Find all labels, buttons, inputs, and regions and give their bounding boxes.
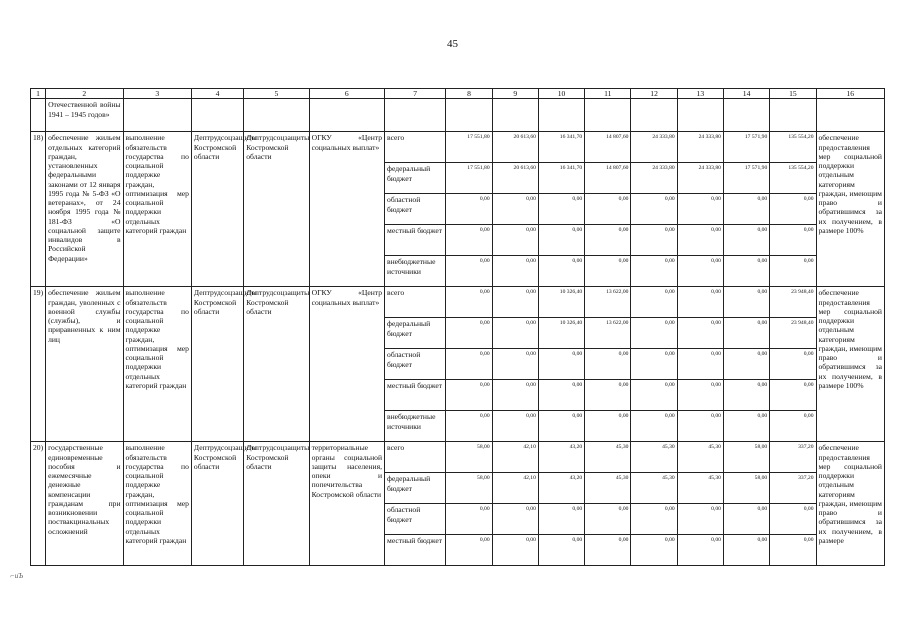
measure-name: государственные единовременные пособия и ежемесячные денежные компенсации гражданам при возникновении поствакцинальных осложнений — [46, 442, 123, 566]
amount-cell: 0,00 — [677, 256, 723, 287]
amount-cell: 58,00 — [723, 473, 769, 504]
amount-cell: 0,00 — [446, 287, 492, 318]
amount-cell: 0,00 — [723, 380, 769, 411]
amount-cell: 0,00 — [677, 349, 723, 380]
participant: ОГКУ «Центр социальных выплат» — [309, 132, 384, 287]
amount-cell: 0,00 — [677, 504, 723, 535]
amount-cell: 45,30 — [585, 473, 631, 504]
funding-source: всего — [385, 132, 446, 163]
amount-cell: 0,00 — [631, 225, 677, 256]
amount-cell: 0,00 — [723, 194, 769, 225]
amount-cell: 17 571,90 — [723, 132, 769, 163]
amount-cell: 0,00 — [446, 504, 492, 535]
amount-cell: 0,00 — [723, 535, 769, 566]
amount-cell: 0,00 — [677, 411, 723, 442]
amount-cell: 0,00 — [770, 256, 816, 287]
corner-mark: ⌐иЪ — [10, 572, 23, 580]
funding-source: областной бюджет — [385, 349, 446, 380]
page-number: 45 — [447, 38, 458, 50]
amount-cell: 0,00 — [492, 225, 538, 256]
funding-source: местный бюджет — [385, 225, 446, 256]
amount-cell: 0,00 — [585, 535, 631, 566]
amount-cell: 0,00 — [723, 504, 769, 535]
amount-cell: 0,00 — [723, 225, 769, 256]
amount-cell: 0,00 — [631, 349, 677, 380]
continuation-row — [31, 99, 885, 132]
column-header: 8 — [446, 89, 492, 99]
amount-cell: 135 554,20 — [770, 163, 816, 194]
column-header: 11 — [585, 89, 631, 99]
amount-cell: 13 622,00 — [585, 318, 631, 349]
expected-result: обеспечение предоставления мер социальной поддержки отдельным категориям граждан, имеющим право и обратившимся за их получением, в размере 100% — [816, 132, 885, 287]
table-row — [31, 442, 885, 473]
amount-cell: 0,00 — [677, 225, 723, 256]
amount-cell: 58,00 — [446, 473, 492, 504]
amount-cell: 10 326,40 — [538, 318, 584, 349]
amount-cell: 0,00 — [538, 349, 584, 380]
amount-cell: 0,00 — [677, 535, 723, 566]
amount-cell: 42,10 — [492, 473, 538, 504]
funding-source: федеральный бюджет — [385, 473, 446, 504]
amount-cell: 0,00 — [677, 380, 723, 411]
funding-source: областной бюджет — [385, 504, 446, 535]
column-header: 1 — [31, 89, 46, 99]
responsible-executor: Дептрудсоцзащиты Костромской области — [191, 442, 243, 566]
column-numbers-row — [31, 89, 885, 99]
amount-cell: 0,00 — [585, 256, 631, 287]
amount-cell: 23 948,40 — [770, 287, 816, 318]
amount-cell: 17 551,80 — [446, 132, 492, 163]
table-row — [31, 287, 885, 318]
amount-cell: 45,30 — [585, 442, 631, 473]
amount-cell: 0,00 — [723, 256, 769, 287]
amount-cell: 0,00 — [585, 380, 631, 411]
amount-cell: 0,00 — [492, 535, 538, 566]
funding-source: всего — [385, 442, 446, 473]
column-header: 15 — [770, 89, 816, 99]
amount-cell: 0,00 — [585, 349, 631, 380]
amount-cell: 0,00 — [538, 411, 584, 442]
amount-cell: 23 948,40 — [770, 318, 816, 349]
column-header: 14 — [723, 89, 769, 99]
amount-cell: 0,00 — [723, 349, 769, 380]
amount-cell: 0,00 — [446, 318, 492, 349]
amount-cell: 0,00 — [538, 256, 584, 287]
amount-cell: 0,00 — [585, 194, 631, 225]
amount-cell: 43,20 — [538, 442, 584, 473]
amount-cell: 0,00 — [770, 535, 816, 566]
amount-cell: 58,00 — [446, 442, 492, 473]
amount-cell: 0,00 — [446, 256, 492, 287]
amount-cell: 0,00 — [770, 380, 816, 411]
measure-name: обеспечение жильем граждан, уволенных с военной службы (службы), и приравненных к ним лиц — [46, 287, 123, 442]
participant: ОГКУ «Центр социальных выплат» — [309, 287, 384, 442]
amount-cell: 17 551,80 — [446, 163, 492, 194]
amount-cell: 20 613,60 — [492, 132, 538, 163]
amount-cell: 135 554,20 — [770, 132, 816, 163]
amount-cell: 14 807,60 — [585, 132, 631, 163]
amount-cell: 16 341,70 — [538, 132, 584, 163]
amount-cell: 337,20 — [770, 473, 816, 504]
measure-goal: выполнение обязательств государства по социальной поддержке граждан, оптимизация мер социальной поддержки отдельных категорий граждан — [123, 287, 191, 442]
amount-cell: 0,00 — [446, 535, 492, 566]
amount-cell: 42,10 — [492, 442, 538, 473]
amount-cell: 0,00 — [446, 194, 492, 225]
amount-cell: 0,00 — [538, 380, 584, 411]
table-row — [31, 132, 885, 163]
measure-goal: выполнение обязательств государства по социальной поддержке граждан, оптимизация мер социальной поддержки отдельных категорий граждан — [123, 442, 191, 566]
column-header: 5 — [244, 89, 309, 99]
amount-cell: 0,00 — [770, 194, 816, 225]
row-number: 18) — [31, 132, 46, 287]
measure-goal: выполнение обязательств государства по социальной поддержке граждан, оптимизация мер социальной поддержки отдельных категорий граждан — [123, 132, 191, 287]
amount-cell: 0,00 — [538, 225, 584, 256]
amount-cell: 0,00 — [446, 411, 492, 442]
funding-source: федеральный бюджет — [385, 318, 446, 349]
amount-cell: 0,00 — [631, 287, 677, 318]
amount-cell: 0,00 — [631, 318, 677, 349]
column-header: 6 — [309, 89, 384, 99]
amount-cell: 0,00 — [631, 504, 677, 535]
amount-cell: 0,00 — [538, 535, 584, 566]
expected-result: обеспечение предоставления мер социальной поддержки отдельным категориям граждан, имеющим право и обратившимся за их получением, в размере — [816, 442, 885, 566]
amount-cell: 0,00 — [492, 380, 538, 411]
amount-cell: 0,00 — [585, 411, 631, 442]
amount-cell: 0,00 — [492, 318, 538, 349]
amount-cell: 16 341,70 — [538, 163, 584, 194]
amount-cell: 0,00 — [492, 256, 538, 287]
funding-source: внебюджетные источники — [385, 411, 446, 442]
amount-cell: 0,00 — [446, 349, 492, 380]
column-header: 9 — [492, 89, 538, 99]
amount-cell: 45,30 — [631, 473, 677, 504]
column-header: 10 — [538, 89, 584, 99]
amount-cell: 45,30 — [631, 442, 677, 473]
amount-cell: 24 333,80 — [677, 132, 723, 163]
amount-cell: 0,00 — [723, 287, 769, 318]
amount-cell: 0,00 — [492, 504, 538, 535]
column-header: 16 — [816, 89, 885, 99]
column-header: 4 — [191, 89, 243, 99]
row-number: 19) — [31, 287, 46, 442]
column-header: 2 — [46, 89, 123, 99]
column-header: 12 — [631, 89, 677, 99]
funding-source: местный бюджет — [385, 535, 446, 566]
amount-cell: 0,00 — [631, 194, 677, 225]
amount-cell: 20 613,60 — [492, 163, 538, 194]
amount-cell: 0,00 — [631, 411, 677, 442]
column-header: 13 — [677, 89, 723, 99]
amount-cell: 17 571,90 — [723, 163, 769, 194]
amount-cell: 14 807,60 — [585, 163, 631, 194]
amount-cell: 0,00 — [538, 194, 584, 225]
responsible-executor: Дептрудсоцзащиты Костромской области — [191, 287, 243, 442]
column-header: 7 — [385, 89, 446, 99]
measure-name: обеспечение жильем отдельных категорий граждан, установленных федеральными законами от 12 января 1995 года № 5-ФЗ «О ветеранах», от 24 ноября 1995 года № 181-ФЗ «О социальной защите инвалидов в Российской Федерации» — [46, 132, 123, 287]
funding-source: всего — [385, 287, 446, 318]
expected-result: обеспечение предоставления мер социальной поддержки отдельным категориям граждан, имеющим право и обратившимся за их получением, в размере 100% — [816, 287, 885, 442]
amount-cell: 0,00 — [770, 225, 816, 256]
amount-cell: 45,30 — [677, 442, 723, 473]
co-executor: Дептрудсоцзащиты Костромской области — [244, 442, 309, 566]
amount-cell: 0,00 — [677, 194, 723, 225]
co-executor: Дептрудсоцзащиты Костромской области — [244, 132, 309, 287]
amount-cell: 0,00 — [585, 225, 631, 256]
co-executor: Дептрудсоцзащиты Костромской области — [244, 287, 309, 442]
participant: территориальные органы социальной защиты населения, опеки и попечительства Костромской области — [309, 442, 384, 566]
amount-cell: 45,30 — [677, 473, 723, 504]
amount-cell: 0,00 — [723, 318, 769, 349]
column-header: 3 — [123, 89, 191, 99]
amount-cell: 0,00 — [492, 194, 538, 225]
row-number: 20) — [31, 442, 46, 566]
amount-cell: 0,00 — [770, 504, 816, 535]
program-table — [30, 88, 885, 566]
amount-cell: 0,00 — [723, 411, 769, 442]
amount-cell: 0,00 — [538, 504, 584, 535]
amount-cell: 0,00 — [492, 411, 538, 442]
amount-cell: 0,00 — [585, 504, 631, 535]
amount-cell: 24 333,80 — [631, 163, 677, 194]
amount-cell: 0,00 — [492, 349, 538, 380]
amount-cell: 337,20 — [770, 442, 816, 473]
funding-source: внебюджетные источники — [385, 256, 446, 287]
amount-cell: 0,00 — [677, 287, 723, 318]
amount-cell: 0,00 — [446, 225, 492, 256]
amount-cell: 0,00 — [631, 256, 677, 287]
amount-cell: 24 333,80 — [631, 132, 677, 163]
amount-cell: 0,00 — [631, 380, 677, 411]
funding-source: местный бюджет — [385, 380, 446, 411]
amount-cell: 43,20 — [538, 473, 584, 504]
amount-cell: 0,00 — [492, 287, 538, 318]
amount-cell: 0,00 — [677, 318, 723, 349]
amount-cell: 10 326,40 — [538, 287, 584, 318]
amount-cell: 0,00 — [770, 349, 816, 380]
amount-cell: 0,00 — [631, 535, 677, 566]
amount-cell: 0,00 — [446, 380, 492, 411]
funding-source: федеральный бюджет — [385, 163, 446, 194]
amount-cell: 0,00 — [770, 411, 816, 442]
amount-cell: 24 333,80 — [677, 163, 723, 194]
cell-empty — [31, 99, 46, 132]
continuation-text: Отечественной войны 1941 – 1945 годов» — [46, 99, 123, 132]
responsible-executor: Дептрудсоцзащиты Костромской области — [191, 132, 243, 287]
amount-cell: 58,00 — [723, 442, 769, 473]
funding-source: областной бюджет — [385, 194, 446, 225]
amount-cell: 13 622,00 — [585, 287, 631, 318]
